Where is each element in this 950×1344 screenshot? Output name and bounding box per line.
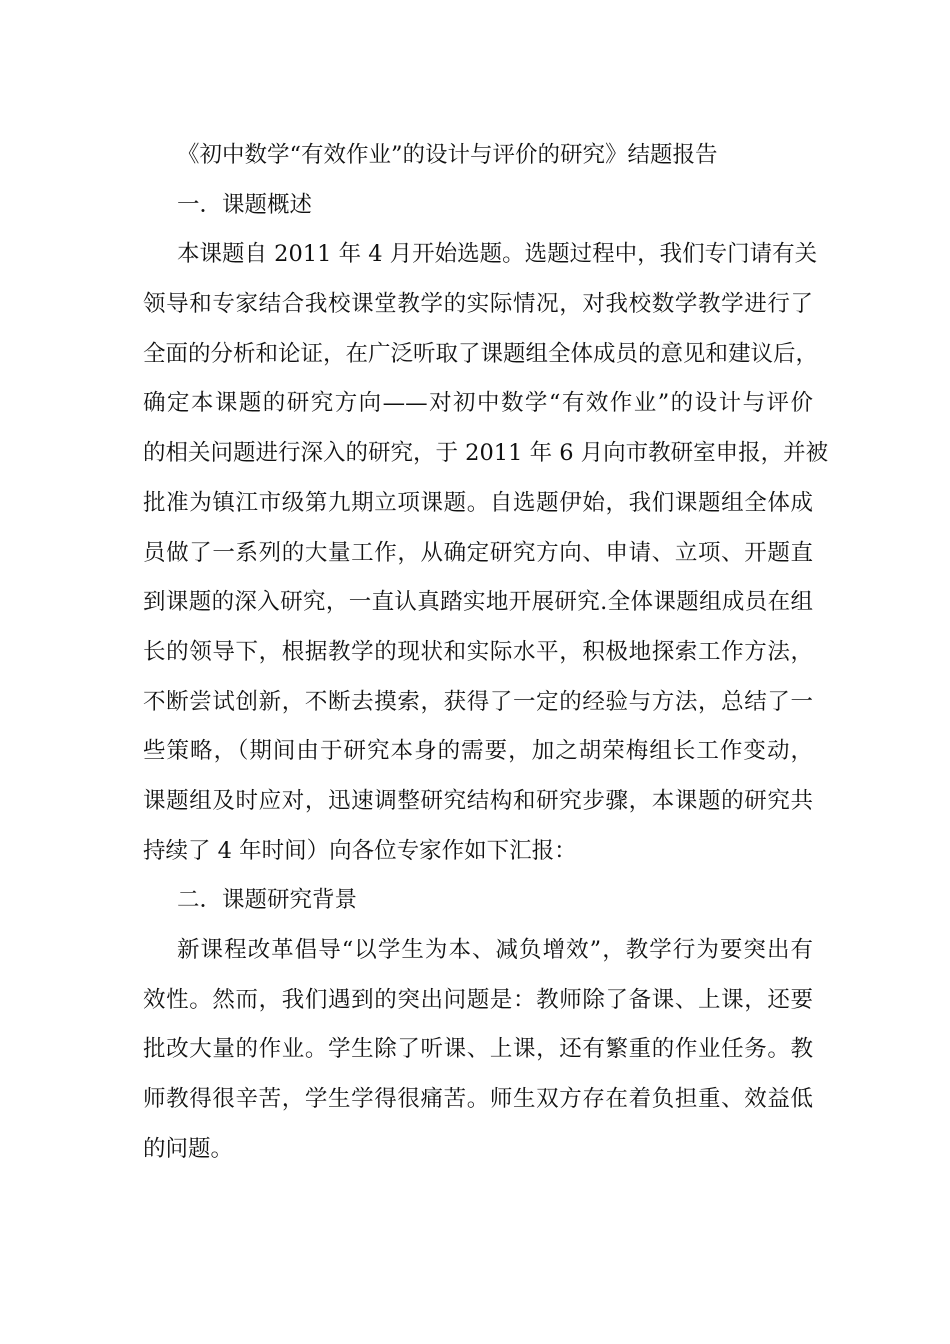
paragraph-line: 长的领导下，根据教学的现状和实际水平，积极地探索工作方法， <box>143 638 813 665</box>
paragraph-line: 到课题的深入研究，一直认真踏实地开展研究.全体课题组成员在组 <box>143 589 813 616</box>
paragraph-line: 不断尝试创新，不断去摸索，获得了一定的经验与方法，总结了一 <box>143 688 813 715</box>
paragraph-line: 全面的分析和论证，在广泛听取了课题组全体成员的意见和建议后， <box>143 340 819 367</box>
paragraph-line: 持续了 4 年时间）向各位专家作如下汇报： <box>143 837 577 864</box>
paragraph-line: 效性。然而，我们遇到的突出问题是：教师除了备课、上课，还要 <box>143 986 813 1013</box>
paragraph-line: 本课题自 2011 年 4 月开始选题。选题过程中，我们专门请有关 <box>177 241 818 268</box>
paragraph-line: 员做了一系列的大量工作，从确定研究方向、申请、立项、开题直 <box>143 539 813 566</box>
paragraph-line: 的相关问题进行深入的研究，于 2011 年 6 月向市教研室申报，并被 <box>143 440 829 467</box>
paragraph-line: 批改大量的作业。学生除了听课、上课，还有繁重的作业任务。教 <box>143 1036 813 1063</box>
paragraph-line: 的问题。 <box>143 1135 234 1162</box>
paragraph-line: 批准为镇江市级第九期立项课题。自选题伊始，我们课题组全体成 <box>143 489 813 516</box>
paragraph-line: 师教得很辛苦，学生学得很痛苦。师生双方存在着负担重、效益低 <box>143 1086 813 1113</box>
paragraph-line: 领导和专家结合我校课堂教学的实际情况，对我校数学教学进行了 <box>143 291 813 318</box>
paragraph-background <box>143 926 813 1174</box>
paragraph-line: 课题组及时应对，迅速调整研究结构和研究步骤，本课题的研究共 <box>143 787 813 814</box>
document-title: 《初中数学“有效作业”的设计与评价的研究》结题报告 <box>177 142 718 168</box>
section-heading-background: 二．课题研究背景 <box>177 887 358 914</box>
section-heading-overview: 一．课题概述 <box>177 191 313 218</box>
paragraph-line: 些策略，（期间由于研究本身的需要，加之胡荣梅组长工作变动， <box>143 738 813 765</box>
paragraph-line: 新课程改革倡导“以学生为本、减负增效”，教学行为要突出有 <box>177 937 813 963</box>
paragraph-overview <box>143 230 829 876</box>
paragraph-line: 确定本课题的研究方向——对初中数学“有效作业”的设计与评价 <box>143 390 813 417</box>
document-body <box>143 131 829 1174</box>
